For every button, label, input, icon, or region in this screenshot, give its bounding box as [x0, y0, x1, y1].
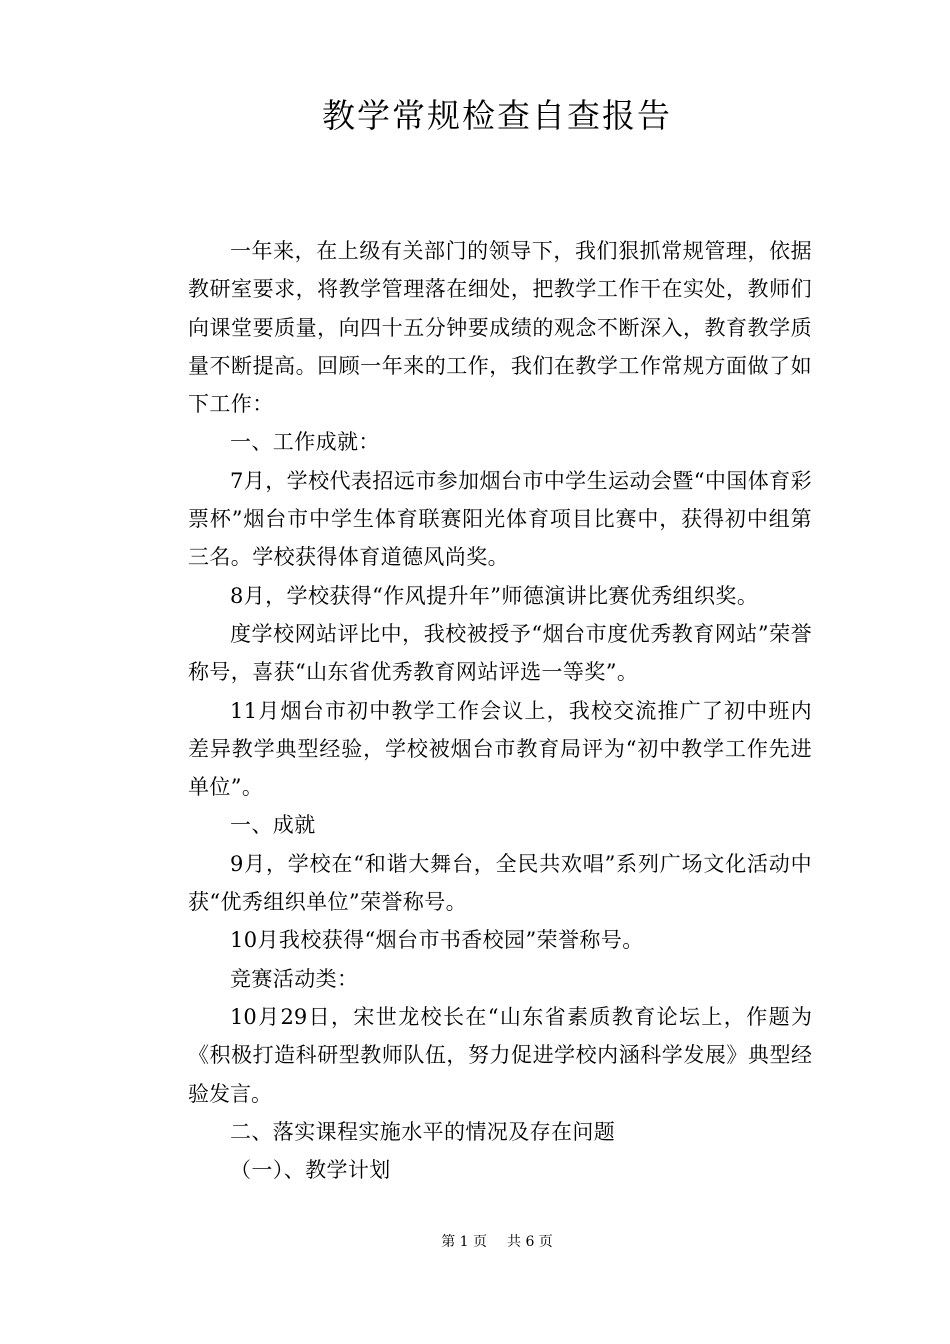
paragraph-heading-teaching-plan: （一）、教学计划	[230, 1158, 391, 1183]
paragraph-september-culture: 9月，学校在“和谐大舞台，全民共欢唱”系列广场文化活动中获“优秀组织单位”荣誉称号。	[188, 851, 812, 915]
paragraph-heading-competitions: 竞赛活动类：	[230, 966, 359, 991]
page-number: 第 1 页	[441, 1234, 487, 1250]
paragraph-august-award: 8月，学校获得“作风提升年”师德演讲比赛优秀组织奖。	[230, 583, 759, 608]
paragraph-october-forum: 10月29日，宋世龙校长在“山东省素质教育论坛上，作题为《积极打造科研型教师队伍，努力促进学校内涵科学发展》典型经验发言。	[188, 1004, 812, 1106]
document-title: 教学常规检查自查报告	[322, 96, 672, 135]
paragraph-heading-curriculum: 二、落实课程实施水平的情况及存在问题	[230, 1119, 616, 1144]
paragraph-intro: 一年来，在上级有关部门的领导下，我们狠抓常规管理，依据教研室要求，将教学管理落在细处，把教学工作干在实处，教师们向课堂要质量，向四十五分钟要成绩的观念不断深入，教育教学质量不断提高。回顾一年来的工作，我们在教学工作常规方面做了如下工作：	[188, 239, 812, 417]
document-body	[188, 232, 812, 1189]
paragraph-november-meeting: 11月烟台市初中教学工作会议上，我校交流推广了初中班内差异教学典型经验，学校被烟台市教育局评为“初中教学工作先进单位”。	[188, 698, 812, 800]
page-total: 共 6 页	[507, 1234, 553, 1250]
page-footer	[0, 1232, 950, 1252]
paragraph-website-award: 度学校网站评比中，我校被授予“烟台市度优秀教育网站”荣誉称号，喜获“山东省优秀教育网站评选一等奖”。	[188, 621, 812, 685]
paragraph-july-sports: 7月，学校代表招远市参加烟台市中学生运动会暨“中国体育彩票杯”烟台市中学生体育联赛阳光体育项目比赛中，获得初中组第三名。学校获得体育道德风尚奖。	[188, 468, 812, 570]
paragraph-october-bookish-campus: 10月我校获得“烟台市书香校园”荣誉称号。	[230, 928, 644, 953]
paragraph-heading-achievements-2: 一、成就	[230, 813, 316, 838]
paragraph-heading-achievements: 一、工作成就：	[230, 430, 380, 455]
